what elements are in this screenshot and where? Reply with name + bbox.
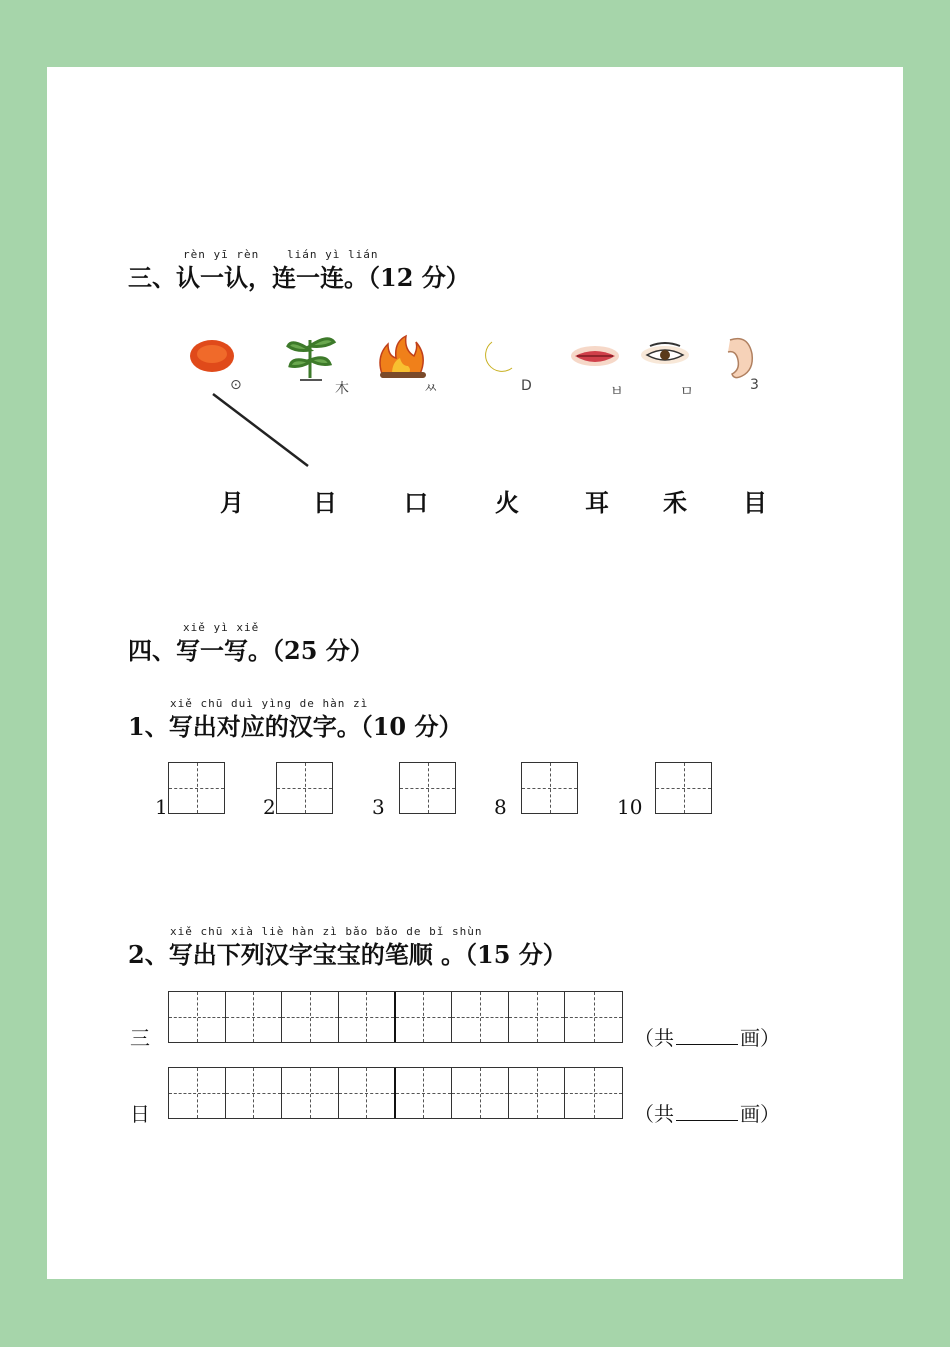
section3-pinyin-b: lián yì lián bbox=[287, 248, 379, 261]
section4-pinyin: xiě yì xiě bbox=[183, 621, 260, 634]
section3-pinyin-a: rèn yī rèn bbox=[183, 248, 260, 261]
q1-number-4: 8 bbox=[494, 795, 507, 819]
stroke-count-blank[interactable] bbox=[676, 1044, 738, 1045]
answer-char-1[interactable]: 月 bbox=[220, 488, 244, 517]
stroke-count-suffix: 画） bbox=[740, 1026, 780, 1050]
stroke-count-prefix: （共 bbox=[634, 1026, 674, 1050]
answer-char-2[interactable]: 日 bbox=[313, 488, 337, 517]
q1-number-2: 2 bbox=[263, 795, 276, 819]
moon-icon bbox=[486, 342, 512, 371]
fire-icon bbox=[380, 336, 426, 378]
q1-number-3: 3 bbox=[372, 795, 385, 819]
ancient-glyph-sun: ⊙ bbox=[230, 377, 242, 393]
seedling-icon bbox=[288, 339, 334, 380]
stroke-row-char-san: 三 bbox=[130, 1026, 150, 1050]
stroke-count-suffix: 画） bbox=[740, 1102, 780, 1126]
stroke-count-ri bbox=[634, 1098, 780, 1127]
answer-char-5[interactable]: 耳 bbox=[585, 488, 609, 517]
q1-grid-3[interactable] bbox=[399, 762, 456, 814]
q1-grid-4[interactable] bbox=[521, 762, 578, 814]
stroke-row-char-ri: 日 bbox=[130, 1102, 150, 1126]
section4-title: 四、写一写。（25 分） bbox=[128, 636, 374, 665]
connect-line bbox=[213, 394, 308, 466]
q1-number-1: 1 bbox=[155, 795, 168, 819]
answer-char-6[interactable]: 禾 bbox=[663, 488, 687, 517]
ancient-glyph-grain: ⽊ bbox=[335, 381, 349, 397]
q1-grid-1[interactable] bbox=[168, 762, 225, 814]
section3-title: 三、认一认，连一连。（12 分） bbox=[128, 263, 470, 292]
stroke-count-prefix: （共 bbox=[634, 1102, 674, 1126]
q1-grid-2[interactable] bbox=[276, 762, 333, 814]
q2-pinyin: xiě chū xià liè hàn zì bǎo bǎo de bǐ shùn bbox=[170, 925, 483, 938]
q1-grid-5[interactable] bbox=[655, 762, 712, 814]
stroke-grid-san[interactable] bbox=[168, 991, 623, 1043]
q2-title: 2、写出下列汉字宝宝的笔顺 。（15 分） bbox=[128, 940, 567, 969]
q1-pinyin: xiě chū duì yìng de hàn zì bbox=[170, 697, 369, 710]
stroke-count-san bbox=[634, 1022, 780, 1051]
ancient-glyph-ear: 3 bbox=[750, 377, 759, 393]
answer-char-4[interactable]: 火 bbox=[495, 488, 519, 517]
ancient-glyph-fire: ㅆ bbox=[424, 381, 438, 397]
ancient-glyph-moon: D bbox=[521, 378, 532, 394]
eye-icon bbox=[641, 343, 689, 364]
sun-icon bbox=[190, 340, 234, 372]
ear-icon bbox=[728, 339, 752, 378]
ancient-glyph-mouth: ㅂ bbox=[610, 384, 624, 400]
ancient-glyph-eye: ㅁ bbox=[680, 384, 694, 400]
picture-strip bbox=[170, 330, 790, 470]
q1-number-5: 10 bbox=[617, 795, 643, 819]
stroke-grid-ri[interactable] bbox=[168, 1067, 623, 1119]
mouth-icon bbox=[571, 346, 619, 366]
stroke-count-blank[interactable] bbox=[676, 1120, 738, 1121]
answer-char-7[interactable]: 目 bbox=[743, 488, 767, 517]
q1-title: 1、写出对应的汉字。（10 分） bbox=[128, 712, 463, 741]
answer-char-3[interactable]: 口 bbox=[404, 488, 428, 517]
